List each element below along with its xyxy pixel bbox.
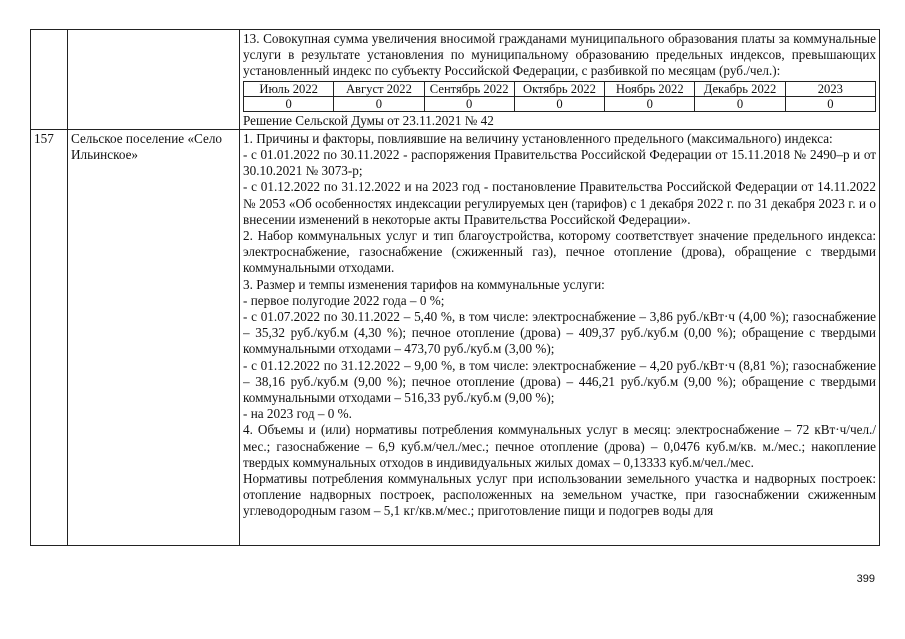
paragraph: - с 01.12.2022 по 31.12.2022 и на 2023 год - постановление Правительства Российской Федерации от 14.11.2022 № 2053 «Об особенностях индексации регулируемых цен (тарифов) с 1 декабря 2022 г. по 31 декабря 2023 г. и о внесении изменений в некоторые акты Правительства Российской Федерации». bbox=[243, 179, 876, 227]
month-header: Сентябрь 2022 bbox=[424, 81, 514, 96]
paragraph: - первое полугодие 2022 года – 0 %; bbox=[243, 292, 445, 308]
municipality-cell: Сельское поселение «Село Ильинское» bbox=[68, 129, 240, 545]
month-header: Октябрь 2022 bbox=[514, 81, 604, 96]
month-header: 2023 bbox=[785, 81, 875, 96]
table-row bbox=[31, 129, 880, 545]
month-header: Декабрь 2022 bbox=[695, 81, 785, 96]
details-cell bbox=[240, 30, 880, 130]
paragraph: - с 01.01.2022 по 30.11.2022 - распоряжения Правительства Российской Федерации от 15.11.2018 № 2490–р и от 30.10.2021 № 3073-р; bbox=[243, 147, 876, 179]
details-cell bbox=[240, 129, 880, 545]
paragraph: 3. Размер и темпы изменения тарифов на коммунальные услуги: bbox=[243, 276, 605, 292]
row-number-cell bbox=[31, 30, 68, 130]
paragraph: 2. Набор коммунальных услуг и тип благоустройства, которому соответствует значение предельного индекса: электроснабжение, газоснабжение (сжиженный газ), печное отопление (дрова), обращение с твердыми коммунальными отходами. bbox=[243, 228, 876, 276]
month-header: Август 2022 bbox=[334, 81, 424, 96]
month-header: Июль 2022 bbox=[244, 81, 334, 96]
month-value: 0 bbox=[334, 96, 424, 111]
month-value: 0 bbox=[244, 96, 334, 111]
table-row bbox=[31, 30, 880, 130]
details-text bbox=[243, 131, 876, 545]
paragraph: - с 01.12.2022 по 31.12.2022 – 9,00 %, в том числе: электроснабжение – 4,20 руб./кВт·ч (8,81 %); газоснабжение – 38,16 руб./куб.м (9,00 %); печное отопление (дрова) – 446,21 руб./куб.м (9,00 %); обращение с твердыми коммунальными отходами – 516,33 руб./куб.м (9,00 %); bbox=[243, 357, 876, 406]
page-number: 399 bbox=[856, 573, 875, 585]
month-header: Ноябрь 2022 bbox=[605, 81, 695, 96]
paragraph: - на 2023 год – 0 %. bbox=[243, 406, 352, 422]
decision-reference: Решение Сельской Думы от 23.11.2021 № 42 bbox=[243, 112, 494, 128]
month-value: 0 bbox=[514, 96, 604, 111]
municipality-cell bbox=[68, 30, 240, 130]
tariff-table bbox=[30, 29, 880, 546]
paragraph: Нормативы потребления коммунальных услуг при использовании земельного участка и надворных построек: отопление надворных построек, расположенных на земельном участке, при газоснабжении сжиженным углеводородным газом – 5,1 кг/кв.м/мес.; приготовление пищи и подогрев воды для bbox=[243, 471, 876, 519]
paragraph: 4. Объемы и (или) нормативы потребления коммунальных услуг в месяц: электроснабжение – 72 кВт·ч/чел./мес.; газоснабжение – 6,9 куб.м/чел./мес.; печное отопление (дрова) – 0,0476 куб.м/кв. м./мес.; накопление твердых коммунальных отходов в индивидуальных жилых домах – 0,13333 куб.м/чел./мес. bbox=[243, 422, 876, 470]
paragraph: - с 01.07.2022 по 30.11.2022 – 5,40 %, в том числе: электроснабжение – 3,86 руб./кВт·ч (4,00 %); газоснабжение – 35,32 руб./куб.м (4,30 %); печное отопление (дрова) – 409,37 руб./куб.м (0,00 %); обращение с твердыми коммунальными отходами – 473,70 руб./куб.м (3,00 %); bbox=[243, 309, 876, 357]
months-header-row bbox=[244, 81, 876, 96]
months-table bbox=[243, 81, 876, 112]
month-value: 0 bbox=[605, 96, 695, 111]
row-number-cell: 157 bbox=[31, 129, 68, 545]
month-value: 0 bbox=[424, 96, 514, 111]
paragraph: 1. Причины и факторы, повлиявшие на величину установленного предельного (максимального) индекса: bbox=[243, 130, 833, 146]
month-value: 0 bbox=[695, 96, 785, 111]
month-value: 0 bbox=[785, 96, 875, 111]
months-values-row bbox=[244, 96, 876, 111]
item-13-text: 13. Совокупная сумма увеличения вносимой гражданами муниципального образования платы за коммунальные услуги в результате установления по муниципальному образованию предельных индексов, превышающих установленный индекс по субъекту Российской Федерации, с разбивкой по месяцам (руб./чел.): bbox=[243, 31, 876, 79]
